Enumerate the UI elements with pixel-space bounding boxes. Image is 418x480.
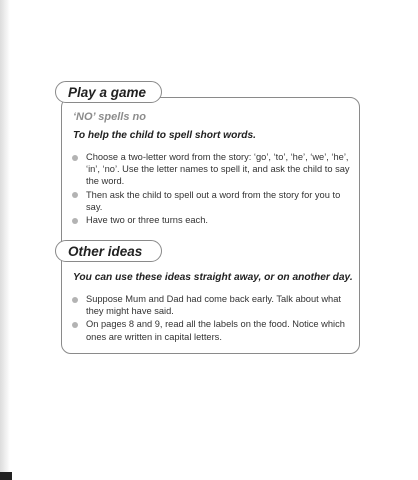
game-steps-list: [72, 151, 354, 226]
bullet-icon: [72, 297, 78, 303]
other-ideas-list: [72, 293, 354, 343]
list-item-text: Choose a two-letter word from the story: ‘go’, ‘to’, ‘he’, ‘we’, ‘he’, ‘in’, ‘no’. Use the letter names to spell it, and ask the child to say the word.: [86, 152, 350, 187]
bullet-icon: [72, 322, 78, 328]
page-corner-mark: [0, 472, 12, 480]
bullet-icon: [72, 155, 78, 161]
list-item-text: Then ask the child to spell out a word from the story for you to say.: [86, 189, 341, 212]
list-item: [72, 151, 354, 188]
list-item: [72, 318, 354, 342]
game-intro: To help the child to spell short words.: [73, 130, 257, 141]
list-item-text: On pages 8 and 9, read all the labels on the food. Notice which ones are written in capital letters.: [86, 319, 345, 342]
game-subtitle: ‘NO’ spells no: [73, 111, 146, 123]
bullet-icon: [72, 192, 78, 198]
other-ideas-heading: Other ideas: [55, 240, 162, 262]
list-item: [72, 189, 354, 213]
list-item-text: Suppose Mum and Dad had come back early. Talk about what they might have said.: [86, 294, 341, 317]
list-item: [72, 214, 354, 226]
play-a-game-heading: Play a game: [55, 81, 162, 103]
other-ideas-intro: You can use these ideas straight away, or on another day.: [73, 272, 353, 283]
page-edge-shadow: [0, 0, 10, 480]
list-item-text: Have two or three turns each.: [86, 215, 208, 226]
list-item: [72, 293, 354, 317]
bullet-icon: [72, 218, 78, 224]
